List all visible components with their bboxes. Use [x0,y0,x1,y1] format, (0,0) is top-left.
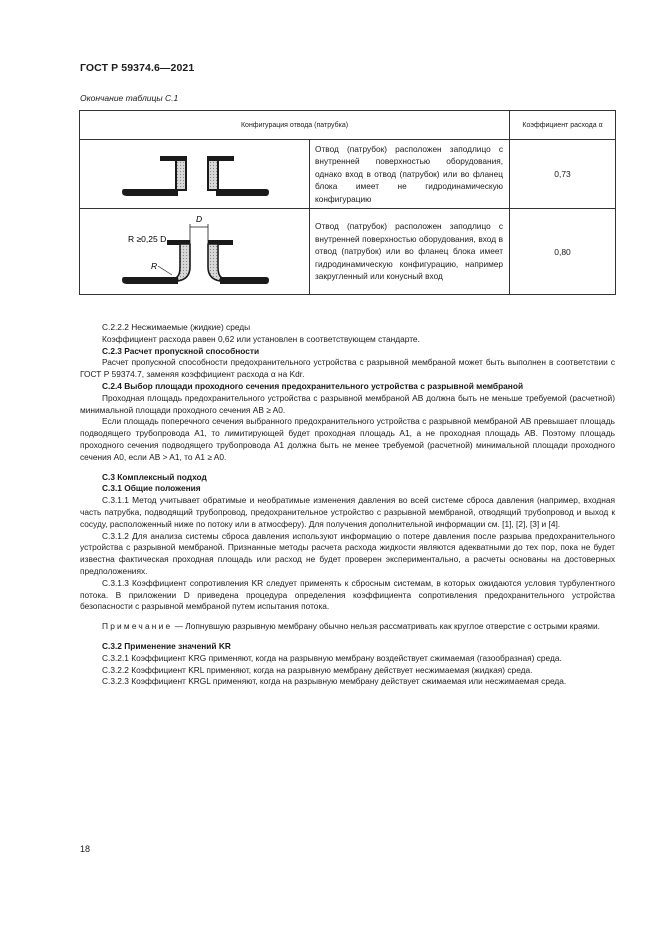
section-heading: С.2.3 Расчет пропускной способности [102,345,260,356]
paragraph: С.2.2.2 Несжимаемые (жидкие) среды [102,322,251,332]
paragraph: С.3.1.3 Коэффициент сопротивления KR следует применять к сбросным системам, в которых ожидаются условия турбулентного потока. В приложении D приведена процедура определения коэффициента сопротивления предохранительного устройства безопасности с разрывной мембраной путем испытания потока. [80,577,615,612]
paragraph: С.3.2.1 Коэффициент KRG применяют, когда на разрывную мембрану воздействует сжимаемая (газообразная) среда. [102,652,562,663]
col-header-coefficient: Коэффициент расхода α [510,111,616,140]
row-description: Отвод (патрубок) расположен заподлицо с внутренней поверхностью оборудования, вход в отвод (патрубок) или во фланец блока имеет гидродинамическую конфигурацию, например закругленный или конусный вход [310,209,510,295]
col-header-configuration: Конфигурация отвода (патрубка) [80,111,510,140]
row-description: Отвод (патрубок) расположен заподлицо с внутренней поверхностью оборудования, однако вход в отвод (патрубок) или во фланец блока имеет не гидродинамическую конфигурацию [310,140,510,209]
rounded-nozzle-figure [80,209,310,294]
flush-nozzle-figure [80,140,310,208]
note-label: Примечание [102,621,173,632]
label-r-condition: R ≥0,25 D [128,234,167,244]
page-number: 18 [80,844,91,854]
figure-cell [80,209,310,295]
paragraph: С.3.1.2 Для анализа системы сброса давления используют информацию о потере давления после разрыва предохранительного устройства с разрывной мембраной. Признанные методы расчета расхода жидкости являются адекватными до тех пор, пока не будет известна фактическая проходная площадь или расход не будет проверен экспериментально, а расчеты основаны на достоверных предположениях. [80,530,615,576]
row-coefficient: 0,73 [510,140,616,209]
section-heading: С.3 Комплексный подход [102,471,207,482]
table-header-row [80,111,616,140]
document-header: ГОСТ Р 59374.6—2021 [80,62,195,74]
paragraph: Если площадь поперечного сечения выбранного предохранительного устройства с разрывной мембраной AB превышает площадь подводящего трубопровода A1, то лимитирующей будет проходная площадь A1, а не проходная площадь AB. Поэтому площадь проходного сечения подводящего трубопровода A1 должна быть не менее требуемой (расчетной) минимальной площади проходного сечения A0, если AB > A1, то A1 ≥ A0. [80,416,615,462]
paragraph: Коэффициент расхода равен 0,62 или установлен в соответствующем стандарте. [102,333,420,344]
table-row [80,140,616,209]
paragraph: Расчет пропускной способности предохранительного устройства с разрывной мембраной может быть выполнен в соответствии с ГОСТ Р 59374.7, заменяя коэффициент расхода α на Kdr. [80,357,615,380]
paragraph: С.3.1.1 Метод учитывает обратимые и необратимые изменения давления во всей системе сброса давления (например, входная часть патрубка, подводящий трубопровод, предохранительное устройство с разрывной мембраной, отводящий трубопровод и выход к сосуду, расположенный ниже по потоку или в атмосферу). Для получения дополнительной информации см. [1], [2], [3] и [4]. [80,495,615,529]
paragraph: С.3.2.2 Коэффициент KRL применяют, когда на разрывную мембрану действует несжимаемая (жидкая) среда. [102,664,533,675]
section-heading: С.2.4 Выбор площади проходного сечения предохранительного устройства с разрывной мембраной [102,380,524,391]
table-row [80,209,616,295]
figure-cell [80,140,310,209]
paragraph: Проходная площадь предохранительного устройства с разрывной мембраной AB должна быть не меньше требуемой (расчетной) минимальной площади проходного сечения AB ≥ A0. [80,392,615,415]
note-text: — Лопнувшую разрывную мембрану обычно нельзя рассматривать как круглое отверстие с острыми краями. [174,621,600,632]
configuration-table [79,110,616,295]
body-text [80,322,615,688]
label-d: D [196,214,203,224]
table-caption: Окончание таблицы С.1 [80,93,179,103]
section-heading: С.3.2 Применение значений KR [102,640,231,651]
section-heading: С.3.1 Общие положения [102,483,201,494]
row-coefficient: 0,80 [510,209,616,295]
label-r: R [151,261,158,271]
paragraph: С.3.2.3 Коэффициент KRGL применяют, когда на разрывную мембрану действует сжимаемая или несжимаемая среда. [102,676,567,687]
note-paragraph [80,621,615,633]
